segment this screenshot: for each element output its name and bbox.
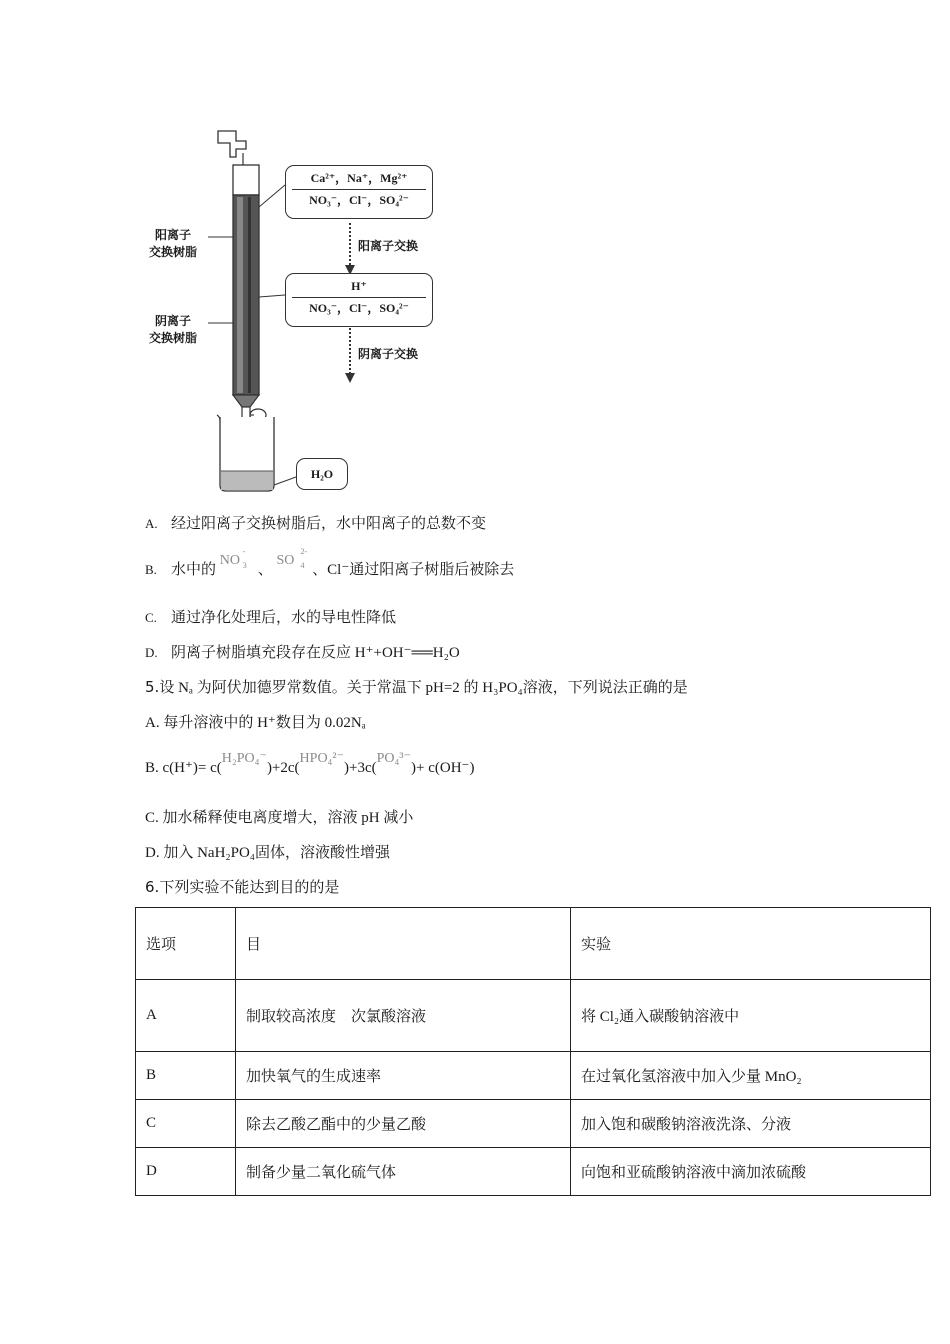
- bubble-divider: [292, 189, 426, 190]
- q6-stem: [145, 876, 339, 897]
- mid-cations: H⁺: [351, 279, 367, 293]
- anion-exchange-label: 阴离子交换: [358, 347, 419, 361]
- option-letter: B.: [145, 562, 157, 577]
- experiment-table: [135, 907, 931, 1196]
- q5-option-d: D. 加入 NaH₂PO₄固体，溶液酸性增强: [145, 845, 391, 861]
- option-text: 通过净化处理后，水的导电性降低: [171, 610, 397, 626]
- question-stem: 设 Nₐ 为阿伏加德罗常数值。关于常温下 pH=2 的 H₃PO₄溶液，下列说法正确的是: [159, 680, 688, 696]
- row-option: C: [136, 1100, 236, 1148]
- q5-option-b: [145, 751, 475, 777]
- ion-exchange-diagram: [140, 125, 450, 495]
- anion-resin-label-line2: 交换树脂: [148, 331, 197, 345]
- option-letter: D.: [145, 645, 158, 660]
- anion-resin-label-line1: 阴离子: [154, 314, 191, 328]
- q4-option-c: [145, 606, 396, 627]
- row-purpose: 除去乙酸乙酯中的少量乙酸: [236, 1100, 571, 1148]
- q5-option-c: C. 加水稀释使电离度增大，溶液 pH 减小: [145, 810, 414, 826]
- row-option: B: [136, 1052, 236, 1100]
- question-number: 6.: [145, 878, 160, 896]
- table-row: [136, 1148, 931, 1196]
- mid-anions: NO₃⁻，Cl⁻，SO₄²⁻: [309, 301, 409, 315]
- row-experiment: 向饱和亚硫酸钠溶液中滴加浓硫酸: [571, 1148, 931, 1196]
- option-text: 阴离子树脂填充段存在反应 H⁺+OH⁻══H₂O: [171, 645, 460, 661]
- row-experiment: 将 Cl₂通入碳酸钠溶液中: [571, 980, 931, 1052]
- option-letter: A.: [145, 516, 158, 531]
- sulfate-ion: SO 2- 4: [276, 547, 308, 570]
- header-option: 选项: [136, 908, 236, 980]
- row-purpose: 加快氧气的生成速率: [236, 1052, 571, 1100]
- option-b-mid1: )+2c(: [266, 760, 300, 776]
- option-b-mid2: )+3c(: [344, 760, 377, 776]
- cation-resin-label-line2: 交换树脂: [148, 245, 197, 259]
- influent-ions-bubble: [285, 165, 433, 219]
- row-experiment: 在过氧化氢溶液中加入少量 MnO₂: [571, 1052, 931, 1100]
- question-number: 5.: [145, 678, 160, 696]
- table-row: [136, 1100, 931, 1148]
- option-b-pre: B. c(H⁺)= c(: [145, 760, 222, 776]
- row-experiment: 加入饱和碳酸钠溶液洗涤、分液: [571, 1100, 931, 1148]
- phosphate-ion: PO₄³⁻: [376, 751, 412, 766]
- option-text-post: 、Cl⁻通过阳离子树脂后被除去: [312, 562, 515, 578]
- anion-resin-label: [140, 313, 206, 347]
- row-option: A: [136, 980, 236, 1052]
- row-purpose: 制取较高浓度 次氯酸溶液: [236, 980, 571, 1052]
- cation-resin-label: [140, 227, 206, 261]
- influent-cations: Ca²⁺，Na⁺，Mg²⁺: [310, 171, 408, 185]
- water-bubble: [296, 458, 348, 490]
- dihydrogen-phosphate-ion: H₂PO₄⁻: [221, 751, 267, 766]
- header-experiment: 实验: [571, 908, 931, 980]
- cation-resin-label-line1: 阳离子: [154, 228, 191, 242]
- after-cation-exchange-bubble: [285, 273, 433, 327]
- nitrate-formula: NO: [219, 553, 240, 568]
- option-separator: 、: [257, 562, 273, 578]
- table-header-row: [136, 908, 931, 980]
- option-text: 经过阳离子交换树脂后，水中阳离子的总数不变: [171, 516, 487, 532]
- question-stem: 下列实验不能达到目的的是: [159, 880, 340, 896]
- q4-option-d: [145, 641, 460, 662]
- q5-stem: [145, 676, 688, 697]
- q4-option-a: [145, 512, 486, 533]
- row-purpose: 制备少量二氧化硫气体: [236, 1148, 571, 1196]
- nitrate-ion: NO - 3: [219, 547, 247, 570]
- option-b-post: )+ c(OH⁻): [411, 760, 475, 776]
- sulfate-formula: SO: [276, 553, 295, 568]
- header-purpose: 目: [236, 908, 571, 980]
- table-row: [136, 980, 931, 1052]
- q5-option-a: A. 每升溶液中的 H⁺数目为 0.02Nₐ: [145, 715, 366, 731]
- row-option: D: [136, 1148, 236, 1196]
- influent-anions: NO₃⁻，Cl⁻，SO₄²⁻: [309, 193, 409, 207]
- option-letter: C.: [145, 610, 157, 625]
- hydrogen-phosphate-ion: HPO₄²⁻: [299, 751, 345, 766]
- cation-exchange-label: 阳离子交换: [358, 239, 419, 253]
- bubble-divider: [292, 297, 426, 298]
- table-row: [136, 1052, 931, 1100]
- q4-option-b: [145, 547, 515, 579]
- option-text-pre: 水中的: [171, 562, 217, 578]
- water-formula: H₂O: [310, 467, 334, 481]
